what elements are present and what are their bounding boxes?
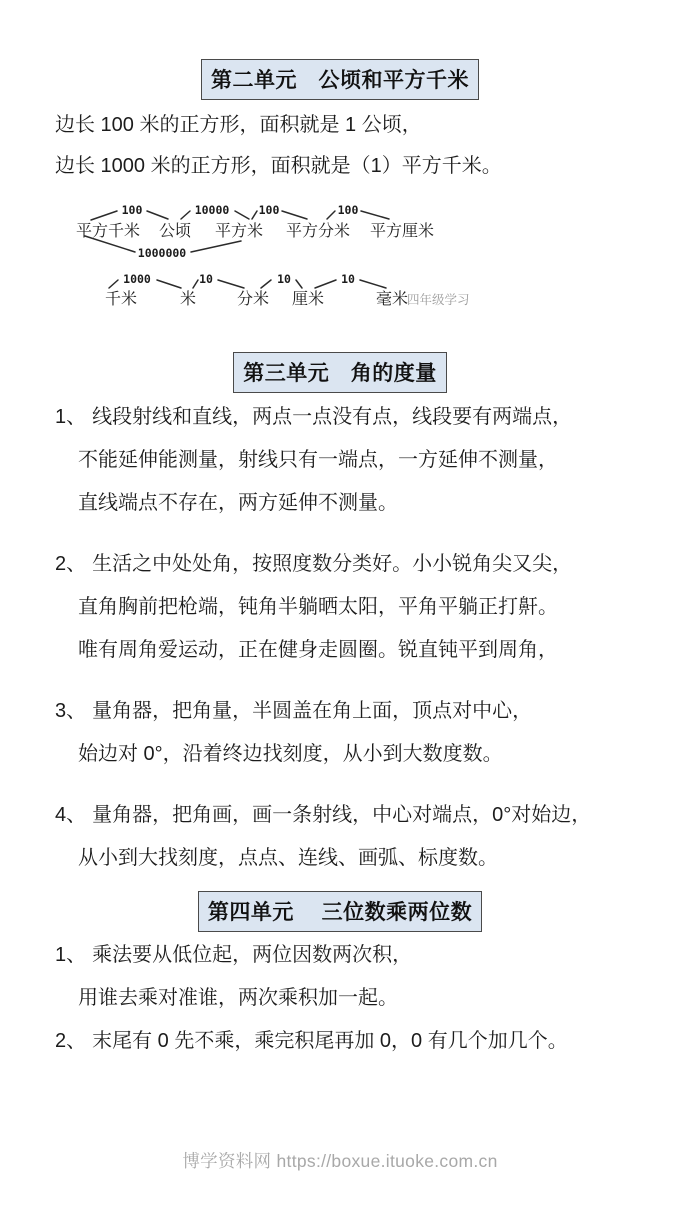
list-item [55, 396, 662, 525]
list-item [55, 690, 662, 776]
unit2-title-row [0, 59, 680, 100]
item-text: 直角胸前把枪端，钝角半躺晒太阳，平角平躺正打鼾。 [78, 596, 558, 618]
item-text: 唯有周角爱运动，正在健身走圆圈。锐直钝平到周角， [78, 639, 558, 661]
length-factor-3: 10 [277, 272, 291, 286]
item-text: 量角器，把角量，半圆盖在角上面，顶点对中心， [92, 700, 533, 722]
length-unit-dm: 分米 [236, 291, 270, 308]
item-text: 乘法要从低位起，两位因数两次积， [92, 944, 413, 966]
area-unit-sqkm: 平方千米 [75, 223, 141, 240]
area-big-factor: 1000000 [137, 246, 187, 260]
unit2-paragraph [55, 105, 660, 187]
area-factor-4: 100 [337, 203, 359, 217]
item-text: 生活之中处处角，按照度数分类好。小小锐角尖又尖， [92, 553, 573, 575]
item-text: 线段射线和直线，两点一点没有点，线段要有两端点， [92, 406, 573, 428]
item-number: 2、 [55, 553, 87, 575]
length-unit-m: 米 [179, 291, 197, 308]
item-number: 1、 [55, 944, 87, 966]
length-factor-2: 10 [199, 272, 213, 286]
length-factor-1: 1000 [123, 272, 151, 286]
length-factor-4: 10 [341, 272, 355, 286]
item-text: 始边对 0°，沿着终边找刻度，从小到大数度数。 [78, 743, 503, 765]
area-unit-sqdm: 平方分米 [285, 223, 351, 240]
item-number: 2、 [55, 1030, 87, 1052]
item-text: 量角器，把角画，画一条射线，中心对端点，0°对始边， [92, 804, 592, 826]
footer-credit: 博学资料网 https://boxue.ituoke.com.cn [182, 1151, 498, 1171]
unit3-title-row [0, 352, 680, 393]
area-factor-2: 10000 [194, 203, 230, 217]
unit4-title-row [0, 891, 680, 932]
area-unit-sqm: 平方米 [214, 223, 264, 240]
item-text: 从小到大找刻度，点点、连线、画弧、标度数。 [78, 847, 498, 869]
unit3-items [55, 396, 662, 898]
unit-conversion-diagram [55, 196, 495, 314]
length-unit-km: 千米 [104, 291, 138, 308]
unit4-title: 第四单元 三位数乘两位数 [198, 891, 482, 932]
area-factor-3: 100 [258, 203, 280, 217]
item-text: 不能延伸能测量，射线只有一端点，一方延伸不测量， [78, 449, 558, 471]
list-item [55, 934, 662, 1020]
unit4-items [55, 934, 662, 1063]
area-unit-hectare: 公顷 [158, 223, 192, 240]
list-item [55, 794, 662, 880]
area-unit-sqcm: 平方厘米 [369, 223, 435, 240]
item-number: 4、 [55, 804, 87, 826]
item-number: 1、 [55, 406, 87, 428]
length-unit-cm: 厘米 [291, 291, 325, 308]
area-factor-1: 100 [121, 203, 143, 217]
unit3-title: 第三单元 角的度量 [233, 352, 447, 393]
list-item [55, 1020, 662, 1063]
item-text: 直线端点不存在，两方延伸不测量。 [78, 492, 398, 514]
item-number: 3、 [55, 700, 87, 722]
length-unit-mm: 毫米 [375, 291, 409, 308]
unit2-line-1: 边长 100 米的正方形，面积就是 1 公顷， [55, 114, 422, 136]
item-text: 末尾有 0 先不乘，乘完积尾再加 0，0 有几个加几个。 [92, 1030, 568, 1052]
list-item [55, 543, 662, 672]
unit2-title: 第二单元 公顷和平方千米 [201, 59, 479, 100]
unit2-line-2: 边长 1000 米的正方形，面积就是（1）平方千米。 [55, 155, 502, 177]
watermark-text: 四年级学习 [407, 293, 470, 307]
item-text: 用谁去乘对准谁，两次乘积加一起。 [78, 987, 398, 1009]
